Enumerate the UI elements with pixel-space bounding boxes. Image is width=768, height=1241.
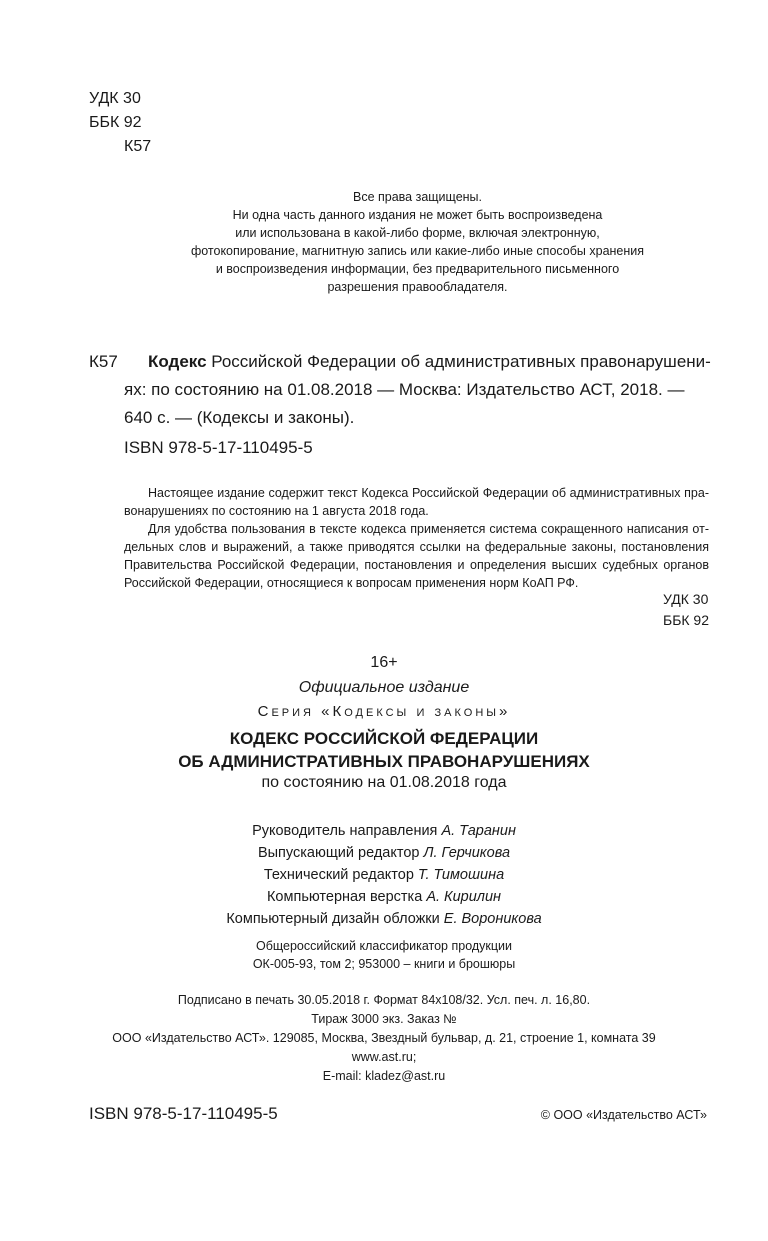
rights-line: и воспроизведения информации, без предварительного письменного [215,262,620,276]
title-line: КОДЕКС РОССИЙСКОЙ ФЕДЕРАЦИИ [229,729,539,748]
staff-name: Е. Вороникова [443,911,542,927]
annotation-text: вонарушениях по состоянию на 1 августа 2018 года. [124,504,429,518]
entry-isbn: ISBN 978-5-17-110495-5 [124,438,313,457]
printing-line: Подписано в печать 30.05.2018 г. Формат 84x108/32. Усл. печ. л. 16,80. [177,993,591,1007]
product-classifier [0,937,768,973]
rights-line: фотокопирование, магнитную запись или какие-либо иные способы хранения [190,244,645,258]
copyright-notice [150,188,685,296]
annotation-paragraph-1 [124,484,709,520]
email-link[interactable]: E-mail: kladez@ast.ru [322,1069,446,1083]
rights-line: Ни одна часть данного издания не может быть воспроизведена [232,208,603,222]
udk-code: УДК 30 [89,90,141,107]
footer-isbn: ISBN 978-5-17-110495-5 [89,1104,278,1123]
staff-name: Т. Тимошина [417,867,505,883]
staff-role: Руководитель направления [252,823,438,839]
entry-code: К57 [89,352,118,371]
printing-line: ООО «Издательство АСТ». 129085, Москва, Звездный бульвар, д. 21, строение 1, комната 39 [112,1031,656,1045]
classification-codes [89,87,151,159]
series-name: Серия «Кодексы и законы» [257,703,511,720]
annotation-text: Для удобства пользования в тексте кодекса применяется система сокращенного написания от- [148,522,709,536]
staff-role: Компьютерная верстка [266,889,423,905]
entry-line-2: ях: по состоянию на 01.08.2018 — Москва: Издательство АСТ, 2018. — [124,380,685,399]
classifier-line: Общероссийский классификатор продукции [255,939,513,953]
age-rating: 16+ [370,654,398,671]
staff-item [0,908,768,930]
staff-item [0,886,768,908]
annotation [124,484,709,592]
entry-line-3: 640 с. — (Кодексы и законы). [124,408,355,427]
printing-line: Тираж 3000 экз. Заказ № [311,1012,457,1026]
rights-line: или использована в какой-либо форме, включая электронную, [235,226,600,240]
as-of-date: по состоянию на 01.08.2018 года [261,774,507,791]
staff-name: Л. Герчикова [423,845,511,861]
entry-line-1 [124,348,719,376]
author-mark: К57 [124,138,152,155]
official-edition: Официальное издание [298,679,470,696]
entry-text: Российской Федерации об административных правонарушени- [211,352,711,371]
title-line: ОБ АДМИНИСТРАТИВНЫХ ПРАВОНАРУШЕНИЯХ [178,752,590,771]
staff-name: А. Кирилин [426,889,502,905]
entry-title-bold: Кодекс [148,352,207,371]
annotation-text: Российской Федерации, относящиеся к вопросам применения норм КоАП РФ. [124,576,579,590]
annotation-codes [663,589,709,631]
rights-line: Все права защищены. [352,190,483,204]
annotation-paragraph-2 [124,520,709,592]
bbk-code: ББК 92 [89,114,142,131]
entry-body [124,348,719,432]
staff-role: Технический редактор [263,867,414,883]
staff-role: Компьютерный дизайн обложки [226,911,440,927]
annotation-text: дельных слов и выражений, а также приводятся ссылки на федеральные законы, постановления [124,540,709,554]
book-title [0,727,768,773]
staff-item [0,820,768,842]
udk-code: УДК 30 [663,591,709,607]
staff-item [0,864,768,886]
website-link[interactable]: www.ast.ru; [351,1050,417,1064]
classifier-line: ОК-005-93, том 2; 953000 – книги и брошюры [252,957,516,971]
annotation-text: Настоящее издание содержит текст Кодекса Российской Федерации об административных пра- [148,486,709,500]
bbk-code: ББК 92 [663,612,709,628]
staff-list [0,820,768,930]
publisher-copyright: © ООО «Издательство АСТ» [540,1108,707,1122]
staff-item [0,842,768,864]
staff-name: А. Таранин [441,823,516,839]
staff-role: Выпускающий редактор [257,845,420,861]
rights-line: разрешения правообладателя. [327,280,508,294]
printing-details [0,991,768,1086]
bibliographic-entry [89,348,719,432]
annotation-text: Правительства Российской Федерации, постановления и определения высших судебных органов [124,558,709,572]
